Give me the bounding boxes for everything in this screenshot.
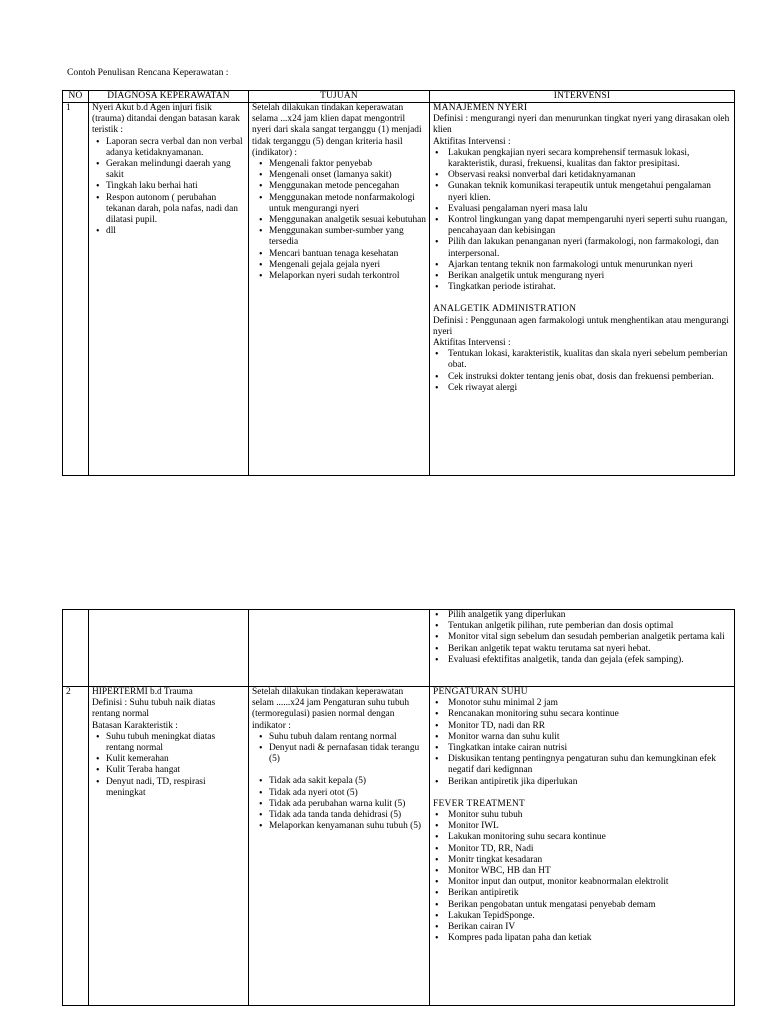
- list-item: • Suhu tubuh dalam rentang normal: [269, 732, 426, 743]
- list-item: • Lakukan monitoring suhu secara kontinue: [448, 832, 731, 843]
- diagnosa-title: HIPERTERMI b.d Trauma: [92, 687, 193, 697]
- list-item: • Tingkah laku berhai hati: [106, 181, 245, 192]
- intervensi-list: [433, 349, 731, 394]
- list-item: • Pilih analgetik yang diperlukan: [448, 610, 731, 621]
- intervensi-cell: [430, 103, 735, 476]
- list-item: • Denyut nadi, TD, respirasi meningkat: [106, 777, 245, 799]
- list-item: • Berikan anlgetik tepat waktu terutama sat nyeri hebat.: [448, 644, 731, 655]
- list-item: • Laporan secra verbal dan non verbal adanya ketidaknyamanan.: [106, 137, 245, 159]
- list-item: • Tentukan lokasi, karakteristik, kualitas dan skala nyeri sebelum pemberian obat.: [448, 349, 731, 371]
- section-title-analgetik-administration: ANALGETIK ADMINISTRATION: [433, 304, 577, 315]
- list-item: • dll: [106, 226, 245, 237]
- empty-cell: [89, 610, 249, 687]
- tujuan-cell: [249, 687, 430, 1006]
- list-item: • Kulit kemerahan: [106, 754, 245, 765]
- intervensi-list: [433, 148, 731, 294]
- list-item: • Monitr tingkat kesadaran: [448, 855, 731, 866]
- header-intervensi: INTERVENSI: [430, 91, 735, 103]
- list-item: • Kulit Teraba hangat: [106, 765, 245, 776]
- list-item: • Lakukan TepidSponge.: [448, 911, 731, 922]
- empty-cell: [249, 610, 430, 687]
- list-item: • Evaluasi efektifitas analgetik, tanda dan gejala (efek samping).: [448, 655, 731, 666]
- list-item: • Lakukan pengkajian nyeri secara komprehensif termasuk lokasi, karakteristik, durasi, frekuensi, kualitas dan faktor presipitasi.: [448, 148, 731, 170]
- tujuan-list: [252, 159, 426, 282]
- list-item: • Tingkatkan periode istirahat.: [448, 282, 731, 293]
- list-item: • Menggunakan metode pencegahan: [269, 181, 426, 192]
- list-item: • Evaluasi pengalaman nyeri masa lalu: [448, 204, 731, 215]
- list-item: • Kontrol lingkungan yang dapat mempengaruhi nyeri seperti suhu ruangan, pencahayaan dan kebisingan: [448, 215, 731, 237]
- empty-cell: [63, 610, 89, 687]
- list-item: • Berikan pengobatan untuk mengatasi penyebab demam: [448, 900, 731, 911]
- section-definition: Definisi : mengurangi nyeri dan menurunkan tingkat nyeri yang dirasakan oleh klien: [433, 114, 730, 136]
- care-plan-table-page-1: [62, 90, 735, 476]
- care-plan-table-page-2: [62, 609, 735, 1006]
- diagnosa-intro: Nyeri Akut b.d Agen injuri fisik (trauma) ditandai dengan batasan karak teristik :: [92, 103, 240, 136]
- list-item: • Mengenali onset (lamanya sakit): [269, 170, 426, 181]
- list-item: • Tidak ada nyeri otot (5): [269, 788, 426, 799]
- list-item: • Tidak ada perubahan warna kulit (5): [269, 799, 426, 810]
- list-item: • Menggunakan sumber-sumber yang tersedia: [269, 226, 426, 248]
- list-item: • Suhu tubuh meningkat diatas rentang normal: [106, 732, 245, 754]
- list-item: • Gunakan teknik komunikasi terapeutik untuk mengetahui pengalaman nyeri klien.: [448, 181, 731, 203]
- section-title-fever-treatment: FEVER TREATMENT: [433, 798, 526, 809]
- section-subtitle: Aktifitas Intervensi :: [433, 338, 511, 349]
- list-item: • Monitor TD, RR, Nadi: [448, 844, 731, 855]
- list-item: • Ajarkan tentang teknik non farmakologi untuk menurunkan nyeri: [448, 260, 731, 271]
- section-title-pengaturan-suhu: PENGATURAN SUHU: [433, 687, 528, 697]
- list-item: • Tidak ada tanda tanda dehidrasi (5): [269, 810, 426, 821]
- list-item: • Berikan cairan IV: [448, 922, 731, 933]
- list-item: • Berikan antipiretik: [448, 888, 731, 899]
- table-row: [63, 687, 735, 1006]
- list-item: • Menggunakan metode nonfarmakologi untuk mengurangi nyeri: [269, 193, 426, 215]
- tujuan-cell: [249, 103, 430, 476]
- header-no: NO: [63, 91, 89, 103]
- row-number: 2: [63, 687, 89, 1006]
- intervensi-cell: [430, 687, 735, 1006]
- header-diagnosa: DIAGNOSA KEPERAWATAN: [89, 91, 249, 103]
- list-item: • Pilih dan lakukan penanganan nyeri (farmakologi, non farmakologi, dan interpersonal.: [448, 237, 731, 259]
- header-tujuan: TUJUAN: [249, 91, 430, 103]
- list-item: • Berikan antipiretik jika diperlukan: [448, 777, 731, 788]
- intervensi-list: [433, 810, 731, 944]
- intervensi-list: [433, 610, 731, 666]
- list-item: • Respon autonom ( perubahan tekanan darah, pola nafas, nadi dan dilatasi pupil.: [106, 193, 245, 227]
- list-item: • Berikan analgetik untuk mengurang nyeri: [448, 271, 731, 282]
- list-item: • Monitor warna dan suhu kulit: [448, 732, 731, 743]
- diagnosa-list: [92, 732, 245, 799]
- list-item: • Mengenali faktor penyebab: [269, 159, 426, 170]
- list-item: • Tingkatkan intake cairan nutrisi: [448, 743, 731, 754]
- diagnosa-definition: Definisi : Suhu tubuh naik diatas rentang normal: [92, 698, 216, 720]
- list-item: • Monitor WBC, HB dan HT: [448, 866, 731, 877]
- intervensi-list: [433, 698, 731, 788]
- document-title: Contoh Penulisan Rencana Keperawatan :: [67, 67, 229, 78]
- list-item: • Melaporkan nyeri sudah terkontrol: [269, 271, 426, 282]
- list-item: • Diskusikan tentang pentingnya pengaturan suhu dan kemungkinan efek negatif dari kedignnan: [448, 754, 731, 776]
- table-row-continuation: [63, 610, 735, 687]
- list-item: • Monitor suhu tubuh: [448, 810, 731, 821]
- section-subtitle: Aktifitas Intervensi :: [433, 136, 511, 147]
- diagnosa-subtitle: Batasan Karakteristik :: [92, 720, 178, 731]
- list-item: • Rencanakan monitoring suhu secara kontinue: [448, 709, 731, 720]
- list-item: • Monotor suhu minimal 2 jam: [448, 698, 731, 709]
- list-item: • Observasi reaksi nonverbal dari ketidaknyamanan: [448, 170, 731, 181]
- list-item: • Tidak ada sakit kepala (5): [269, 776, 426, 787]
- diagnosa-list: [92, 137, 245, 238]
- tujuan-list: [252, 732, 426, 766]
- list-item: • Monitor vital sign sebelum dan sesudah pemberian analgetik pertama kali: [448, 632, 731, 643]
- list-item: • Menggunakan analgetik sesuai kebutuhan: [269, 215, 426, 226]
- diagnosa-cell: [89, 103, 249, 476]
- row-number: 1: [63, 103, 89, 476]
- list-item: • Cek instruksi dokter tentang jenis obat, dosis dan frekuensi pemberian.: [448, 372, 731, 383]
- list-item: • Kompres pada lipatan paha dan ketiak: [448, 933, 731, 944]
- list-item: • Monitor input dan output, monitor keabnormalan elektrolit: [448, 877, 731, 888]
- list-item: • Tentukan anlgetik pilihan, rute pemberian dan dosis optimal: [448, 621, 731, 632]
- table-row: [63, 103, 735, 476]
- list-item: • Gerakan melindungi daerah yang sakit: [106, 159, 245, 181]
- list-item: • Melaporkan kenyamanan suhu tubuh (5): [269, 821, 426, 832]
- section-definition: Definisi : Penggunaan agen farmakologi untuk menghentikan atau mengurangi nyeri: [433, 315, 729, 337]
- list-item: • Monitor IWL: [448, 821, 731, 832]
- list-item: • Monitor TD, nadi dan RR: [448, 721, 731, 732]
- section-title-manajemen-nyeri: MANAJEMEN NYERI: [433, 103, 528, 113]
- tujuan-intro: Setelah dilakukan tindakan keperawatan selama ...x24 jam klien dapat mengontril nyeri dari skala sangat terganggu (1) menjadi tidak terganggu (5) dengan kriteria hasil (indikator) :: [252, 103, 422, 158]
- list-item: • Mengenali gejala gejala nyeri: [269, 260, 426, 271]
- list-item: • Mencari bantuan tenaga kesehatan: [269, 249, 426, 260]
- diagnosa-cell: [89, 687, 249, 1006]
- tujuan-intro: Setelah dilakukan tindakan keperawatan selam ......x24 jam Pengaturan suhu tubuh (termoregulasi) pasien normal dengan indikator :: [252, 687, 410, 731]
- list-item: • Cek riwayat alergi: [448, 383, 731, 394]
- tujuan-list: [252, 776, 426, 832]
- header-row: [63, 91, 735, 103]
- intervensi-continuation-cell: [430, 610, 735, 687]
- list-item: • Denyut nadi & pernafasan tidak terangu (5): [269, 743, 426, 765]
